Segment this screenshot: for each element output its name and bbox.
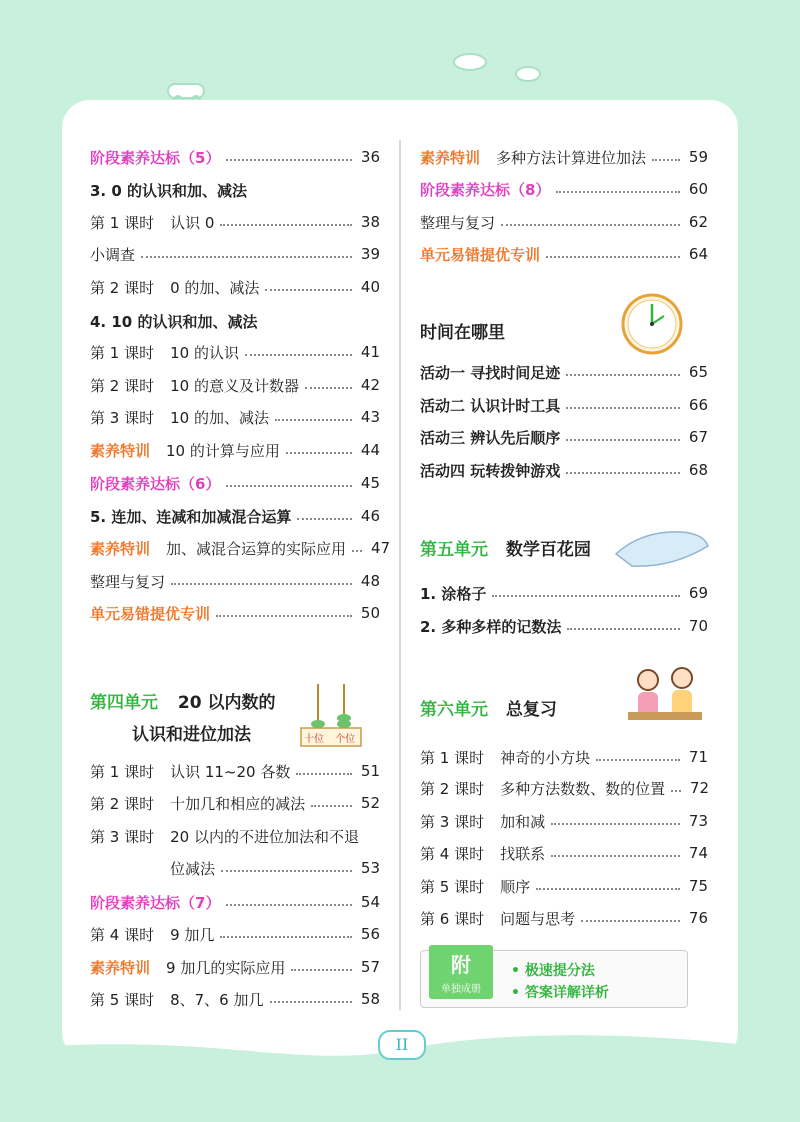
- toc-entry-title: 认识 0: [170, 213, 215, 232]
- toc-entry[interactable]: [420, 144, 708, 170]
- leader-dots: [286, 452, 352, 454]
- leader-dots: [652, 159, 680, 161]
- toc-entry-label: 第 3 课时: [90, 827, 155, 846]
- toc-entry-label: 第 3 课时: [420, 812, 485, 831]
- toc-entry-label: 素养特训: [90, 958, 151, 977]
- unit6-prefix: 第六单元: [420, 700, 488, 720]
- toc-entry-page: 40: [360, 278, 380, 296]
- toc-entry[interactable]: [90, 339, 380, 365]
- leader-dots: [311, 805, 352, 807]
- toc-entry-label: 活动三 辨认先后顺序: [420, 428, 561, 447]
- toc-entry-page: 38: [360, 213, 380, 231]
- toc-entry[interactable]: [90, 144, 380, 170]
- leader-dots: [556, 191, 680, 193]
- appendix-badge: [429, 945, 493, 999]
- toc-entry-title: 8、7、6 加几: [170, 990, 264, 1009]
- toc-entry[interactable]: [90, 437, 380, 463]
- toc-entry-title: 顺序: [500, 877, 531, 896]
- toc-entry-page: 44: [360, 441, 380, 459]
- toc-entry-label: 小调查: [90, 245, 136, 264]
- toc-entry-page: 69: [688, 584, 708, 602]
- leader-dots: [536, 888, 680, 890]
- toc-entry[interactable]: [420, 873, 708, 899]
- leader-dots: [551, 823, 680, 825]
- leader-dots: [566, 439, 680, 441]
- toc-entry-label: 素养特训: [90, 441, 151, 460]
- appendix-item: • 答案详解详析: [511, 985, 609, 1001]
- unit4-title: [90, 688, 276, 713]
- toc-entry-page: 71: [688, 748, 708, 766]
- toc-entry-label: 阶段素养达标（7）: [90, 893, 221, 912]
- toc-entry-page: 36: [360, 148, 380, 166]
- time-section-title: 时间在哪里: [420, 323, 505, 343]
- leader-dots: [265, 289, 352, 291]
- appendix-badge-small: 单独成册: [441, 984, 481, 995]
- toc-entry-page: 52: [360, 794, 380, 812]
- leader-dots: [305, 387, 352, 389]
- toc-entry[interactable]: [420, 580, 708, 606]
- toc-entry-page: 45: [360, 474, 380, 492]
- toc-entry[interactable]: [420, 424, 708, 450]
- section-heading: 3. 0 的认识和加、减法: [90, 182, 248, 200]
- toc-entry[interactable]: [420, 905, 708, 931]
- leader-dots: [566, 472, 680, 474]
- toc-entry-label: 1. 涂格子: [420, 584, 487, 603]
- toc-entry-label: 阶段素养达标（8）: [420, 180, 551, 199]
- leader-dots: [216, 615, 352, 617]
- toc-entry-title: 多种方法计算进位加法: [496, 148, 647, 167]
- toc-entry-title: 9 加几: [170, 925, 215, 944]
- unit4-prefix: 第四单元: [90, 693, 158, 713]
- toc-entry-title: 位减法: [170, 859, 216, 878]
- toc-entry[interactable]: [90, 823, 380, 849]
- toc-entry-page: 76: [688, 909, 708, 927]
- leader-dots: [492, 595, 680, 597]
- toc-entry[interactable]: [420, 808, 708, 834]
- toc-entry-title: 10 的加、减法: [170, 408, 269, 427]
- toc-entry-page: 74: [688, 844, 708, 862]
- toc-entry-title: 神奇的小方块: [500, 748, 591, 767]
- toc-entry-label: 活动一 寻找时间足迹: [420, 363, 561, 382]
- toc-entry[interactable]: [90, 470, 380, 496]
- clock-icon: [620, 292, 684, 356]
- unit4-title-line1: 20 以内数的: [177, 693, 276, 713]
- toc-entry-label: 第 2 课时: [90, 794, 155, 813]
- leader-dots: [297, 518, 352, 520]
- toc-entry[interactable]: [90, 986, 380, 1012]
- toc-entry[interactable]: [420, 840, 708, 866]
- toc-entry-label: 第 1 课时: [420, 748, 485, 767]
- toc-entry-page: 53: [360, 859, 380, 877]
- unit6-title: [420, 695, 557, 720]
- leader-dots: [270, 1001, 353, 1003]
- toc-entry[interactable]: [420, 392, 708, 418]
- toc-entry-label: 单元易错提优专训: [90, 604, 211, 623]
- unit5-prefix: 第五单元: [420, 540, 488, 560]
- toc-entry[interactable]: [90, 954, 380, 980]
- toc-entry-page: 64: [688, 245, 708, 263]
- toc-entry-title: 问题与思考: [500, 909, 576, 928]
- leader-dots: [226, 485, 352, 487]
- toc-entry-label: 阶段素养达标（5）: [90, 148, 221, 167]
- toc-entry-title: 十加几和相应的减法: [170, 794, 306, 813]
- toc-entry-label: 素养特训: [420, 148, 481, 167]
- toc-entry[interactable]: [90, 241, 380, 267]
- toc-entry-label: 阶段素养达标（6）: [90, 474, 221, 493]
- toc-entry[interactable]: [420, 209, 708, 235]
- leader-dots: [551, 855, 680, 857]
- toc-entry-title: 0 的加、减法: [170, 278, 260, 297]
- leader-dots: [566, 407, 680, 409]
- toc-entry-label: 第 2 课时: [90, 376, 155, 395]
- toc-entry[interactable]: [420, 176, 708, 202]
- abacus-labels: [304, 730, 355, 745]
- toc-entry-label: 第 3 课时: [90, 408, 155, 427]
- toc-entry-label: 第 5 课时: [420, 877, 485, 896]
- toc-entry[interactable]: [90, 889, 380, 915]
- leader-dots: [567, 628, 680, 630]
- toc-entry-title: 20 以内的不进位加法和不退: [170, 827, 359, 846]
- toc-entry[interactable]: [420, 775, 708, 801]
- leader-dots: [171, 583, 352, 585]
- toc-entry[interactable]: [90, 535, 391, 561]
- clouds-decoration: [0, 0, 800, 110]
- toc-entry[interactable]: [90, 404, 380, 430]
- toc-entry-page: 43: [360, 408, 380, 426]
- toc-entry-page: 75: [688, 877, 708, 895]
- toc-entry-page: 39: [360, 245, 380, 263]
- toc-entry-page: 57: [360, 958, 380, 976]
- toc-entry-label: 整理与复习: [420, 213, 496, 232]
- toc-entry-title: 9 加几的实际应用: [166, 958, 286, 977]
- leader-dots: [141, 256, 352, 258]
- toc-entry-label: 5. 连加、连减和加减混合运算: [90, 507, 292, 526]
- toc-entry-page: 68: [688, 461, 708, 479]
- toc-entry-page: 60: [688, 180, 708, 198]
- toc-entry-page: 50: [360, 604, 380, 622]
- unit5-title-text: 数学百花园: [505, 540, 591, 560]
- toc-entry-page: 47: [370, 539, 391, 557]
- toc-entry[interactable]: [90, 503, 380, 529]
- appendix-box: [420, 950, 688, 1008]
- abacus-tens-label: 十位: [304, 734, 324, 745]
- cloth-icon: [612, 524, 712, 570]
- leader-dots: [221, 870, 352, 872]
- toc-entry-page: 46: [360, 507, 380, 525]
- toc-entry-label: 第 1 课时: [90, 762, 155, 781]
- page-number: II: [378, 1030, 426, 1060]
- toc-entry[interactable]: [420, 744, 708, 770]
- toc-entry-page: 65: [688, 363, 708, 381]
- toc-entry[interactable]: [420, 457, 708, 483]
- toc-entry-page: 42: [360, 376, 380, 394]
- toc-entry[interactable]: [90, 921, 380, 947]
- toc-entry-page: 72: [690, 779, 710, 797]
- toc-entry-page: 73: [688, 812, 708, 830]
- toc-entry-label: 第 1 课时: [90, 343, 155, 362]
- toc-entry[interactable]: [90, 568, 380, 594]
- toc-entry[interactable]: [90, 274, 380, 300]
- toc-entry[interactable]: [90, 758, 380, 784]
- toc-entry-page: 67: [688, 428, 708, 446]
- leader-dots: [226, 904, 352, 906]
- appendix-item: • 极速提分法: [511, 963, 595, 979]
- children-illustration: [622, 664, 706, 732]
- toc-entry[interactable]: [90, 790, 380, 816]
- leader-dots: [566, 374, 680, 376]
- toc-entry-title: 找联系: [500, 844, 546, 863]
- toc-entry-page: 58: [360, 990, 380, 1008]
- toc-entry-title: 认识 11~20 各数: [170, 762, 291, 781]
- appendix-badge-big: 附: [451, 953, 471, 977]
- toc-entry-title: 多种方法数数、数的位置: [500, 779, 666, 798]
- toc-entry[interactable]: [420, 359, 708, 385]
- toc-entry-page: 59: [688, 148, 708, 166]
- toc-entry-page: 48: [360, 572, 380, 590]
- toc-entry-page: 54: [360, 893, 380, 911]
- abacus-ones-label: 个位: [335, 734, 356, 745]
- leader-dots: [671, 790, 681, 792]
- unit5-title: [420, 535, 591, 560]
- toc-entry-label: 第 2 课时: [90, 278, 155, 297]
- unit6-title-text: 总复习: [505, 700, 557, 720]
- toc-entry-page: 66: [688, 396, 708, 414]
- toc-entry-page: 70: [688, 617, 708, 635]
- leader-dots: [581, 920, 680, 922]
- toc-entry[interactable]: [90, 372, 380, 398]
- toc-entry[interactable]: [90, 855, 380, 881]
- toc-entry-label: 第 4 课时: [90, 925, 155, 944]
- toc-entry-label: 素养特训: [90, 539, 151, 558]
- toc-entry-page: 41: [360, 343, 380, 361]
- toc-entry-label: 第 5 课时: [90, 990, 155, 1009]
- leader-dots: [226, 159, 352, 161]
- toc-entry-page: 56: [360, 925, 380, 943]
- leader-dots: [596, 759, 680, 761]
- toc-entry-label: 活动二 认识计时工具: [420, 396, 561, 415]
- toc-entry-title: 10 的意义及计数器: [170, 376, 299, 395]
- column-divider: [399, 140, 401, 1010]
- toc-entry-page: 62: [688, 213, 708, 231]
- toc-entry[interactable]: [420, 613, 708, 639]
- toc-entry[interactable]: [420, 241, 708, 267]
- toc-entry-label: 第 2 课时: [420, 779, 485, 798]
- leader-dots: [291, 969, 352, 971]
- section-heading: 4. 10 的认识和加、减法: [90, 313, 258, 331]
- leader-dots: [245, 354, 352, 356]
- toc-entry-label: 单元易错提优专训: [420, 245, 541, 264]
- unit4-title-line2: 认识和进位加法: [132, 725, 251, 745]
- leader-dots: [220, 224, 352, 226]
- toc-entry-title: 加和减: [500, 812, 546, 831]
- leader-dots: [220, 936, 352, 938]
- toc-entry-title: 10 的计算与应用: [166, 441, 280, 460]
- toc-entry-title: 10 的认识: [170, 343, 239, 362]
- leader-dots: [296, 773, 352, 775]
- top-band: [0, 0, 800, 110]
- leader-dots: [275, 419, 352, 421]
- toc-entry[interactable]: [90, 209, 380, 235]
- leader-dots: [546, 256, 680, 258]
- toc-entry[interactable]: [90, 600, 380, 626]
- toc-entry-label: 第 6 课时: [420, 909, 485, 928]
- toc-entry-label: 第 1 课时: [90, 213, 155, 232]
- leader-dots: [501, 224, 680, 226]
- toc-entry-page: 51: [360, 762, 380, 780]
- toc-entry-title: 加、减混合运算的实际应用: [166, 539, 347, 558]
- leader-dots: [352, 550, 362, 552]
- toc-entry-label: 整理与复习: [90, 572, 166, 591]
- toc-entry-label: 第 4 课时: [420, 844, 485, 863]
- toc-entry-label: 2. 多种多样的记数法: [420, 617, 562, 636]
- toc-entry-label: 活动四 玩转拨钟游戏: [420, 461, 561, 480]
